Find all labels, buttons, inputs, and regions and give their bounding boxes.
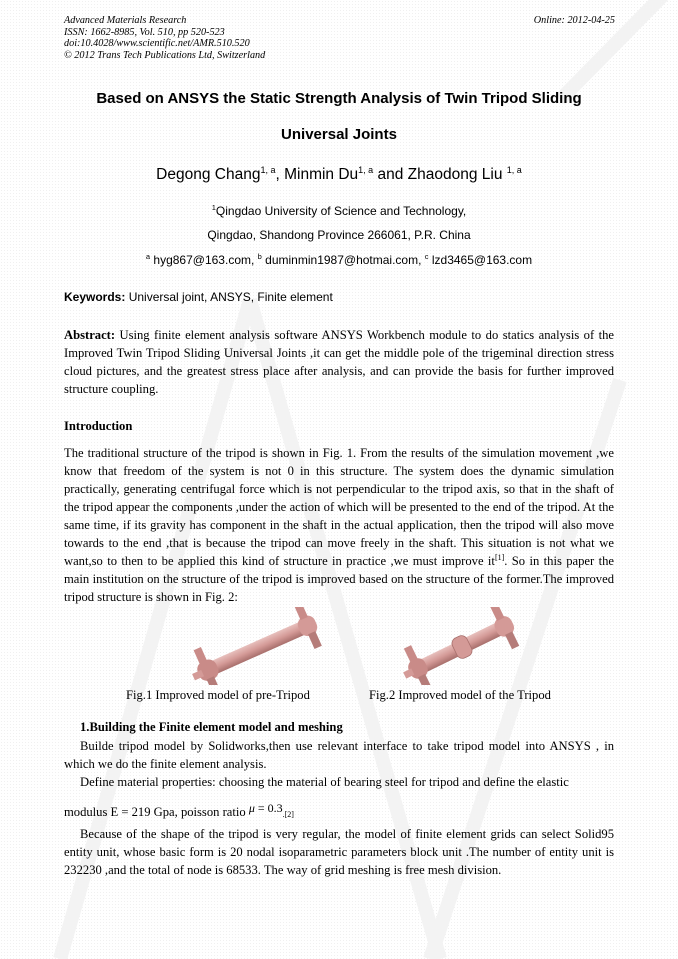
author-affil-sup: 1, a [358, 165, 374, 175]
author-list [64, 165, 614, 184]
section-heading-1: 1.Building the Finite element model and meshing [80, 720, 343, 734]
author-name: Minmin Du [284, 166, 359, 183]
improved-tripod-model-image [400, 607, 525, 685]
affiliation-text: Qingdao University of Science and Technology, [215, 204, 467, 218]
citation-ref[interactable]: .[2] [282, 810, 294, 819]
journal-doi: doi:10.4028/www.scientific.net/AMR.510.520 [64, 38, 250, 49]
intro-text: . So in this paper the main institution on the structure of the tripod is improved based on the structure of the former.The improved tripod structure is shown in Fig. 2: [64, 554, 614, 604]
section1-paragraph-1: Builde tripod model by Solidworks,then use relevant interface to take tripod model into ANSYS , in which we do the finite element analysis. [64, 739, 614, 771]
material-text: modulus E = 219 Gpa, poisson ratio [64, 805, 249, 819]
citation-ref[interactable]: [1] [494, 553, 505, 562]
affiliation-line2: Qingdao, Shandong Province 266061, P.R. China [207, 228, 471, 242]
journal-info [64, 15, 265, 61]
journal-name: Advanced Materials Research [64, 15, 187, 26]
email-sup: b [257, 252, 262, 261]
introduction-paragraph [64, 444, 614, 606]
figure-caption-1: Fig.1 Improved model of pre-Tripod [126, 688, 310, 702]
email-sup: a [145, 252, 151, 261]
author-affil-sup: 1, a [260, 165, 276, 175]
affiliation-line1 [64, 203, 614, 218]
author-separator: and [373, 166, 408, 183]
section1-paragraph-2-line1: Define material properties: choosing the material of bearing steel for tripod and define the elastic [80, 775, 569, 789]
email-link[interactable]: lzd3465@163.com [431, 253, 533, 267]
paper-title-line1: Based on ANSYS the Static Strength Analysis of Twin Tripod Sliding [96, 90, 582, 107]
journal-issn: ISSN: 1662-8985, Vol. 510, pp 520-523 [64, 26, 225, 38]
figure-caption-2: Fig.2 Improved model of the Tripod [369, 688, 551, 702]
keywords-label: Keywords: [64, 290, 126, 304]
online-date: Online: 2012-04-25 [533, 15, 615, 26]
intro-text: The traditional structure of the tripod is shown in Fig. 1. From the results of the simulation movement ,we know that freedom of the system is not 0 in this structure. The system does the dynamic simulation practically, generating centrifugal force which is not perpendicular to the tripod axis, so that in the shaft of the tripod appear the components ,under the action of which will be presented to the end of the tripod. At the same time, if its gravity has component in the shaft in the actual application, then the tripod will also move towards to the end ,that is because the tripod can move freely in the shaft. This situation is not what we want,so to then to be applied this kind of structure in practice ,we must improve it [64, 446, 614, 568]
author-separator: , [275, 166, 285, 183]
section1-paragraph-2-line2 [64, 799, 614, 824]
section1-paragraph-3: Because of the shape of the tripod is very regular, the model of finite element grids can select Solid95 entity unit, whose basic form is 20 nodal isoparametric parameters block unit .The number of entity unit is 232230 ,and the total of node is 68533. The way of grid meshing is free mesh division. [64, 827, 614, 877]
paper-title-line2: Universal Joints [281, 126, 397, 143]
email-link[interactable]: hyg867@163.com [153, 253, 251, 267]
author-affil-sup: 1, a [506, 165, 522, 175]
section-heading-introduction: Introduction [64, 419, 133, 433]
poisson-value: = 0.3 [254, 801, 283, 815]
keywords [64, 290, 333, 304]
author-name: Zhaodong Liu [407, 166, 503, 183]
abstract-text: Using finite element analysis software ANSYS Workbench module to do statics analysis of the Improved Twin Tripod Sliding Universal Joints ,it can get the middle pole of the trigeminal direction stress cloud pictures, and the greatest stress place after analysis, and can provide the basis for further improved structure coupling. [64, 328, 614, 396]
email-list: $^a$ hyg867@163.com, $^b$ duminmin1987@hotmai.com, $^c$ lzd3465@163.com [145, 252, 533, 267]
poisson-symbol: μ [248, 801, 255, 815]
email-link[interactable]: duminmin1987@hotmai.com [265, 253, 419, 267]
keywords-text: Universal joint, ANSYS, Finite element [125, 290, 333, 304]
affiliation-sup: 1 [211, 203, 216, 212]
tripod-model-image [185, 607, 335, 685]
email-sup: c [424, 252, 429, 261]
journal-copyright: © 2012 Trans Tech Publications Ltd, Switzerland [64, 49, 266, 61]
abstract [64, 326, 614, 398]
abstract-label: Abstract: [64, 328, 116, 342]
author-name: Degong Chang [156, 166, 261, 183]
